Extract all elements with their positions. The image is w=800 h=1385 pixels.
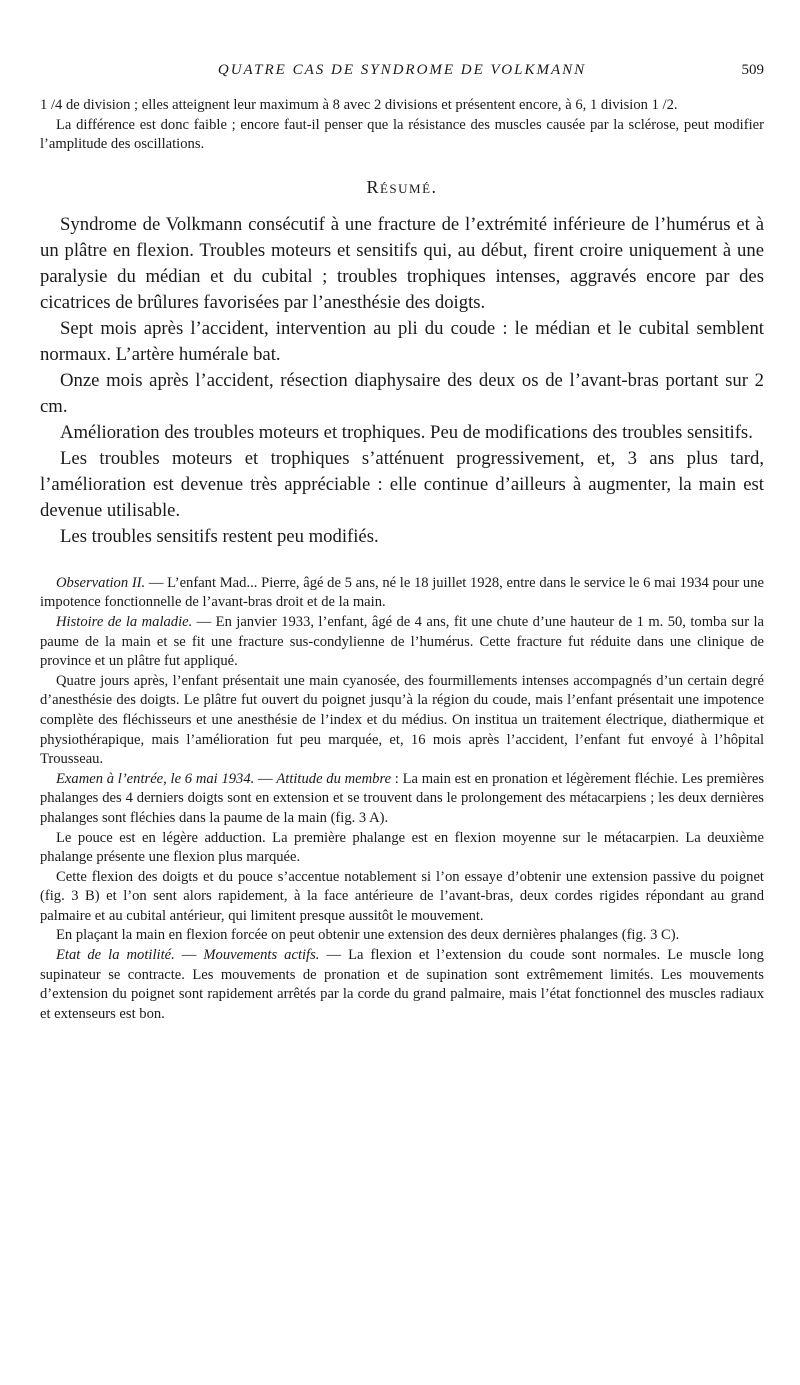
history-paragraph xyxy=(40,613,764,672)
etat-label: Etat de la motilité. xyxy=(56,947,175,964)
placant-paragraph: En plaçant la main en flexion forcée on peut obtenir une extension des deux dernières phalanges (fig. 3 C). xyxy=(56,927,680,944)
exam-text: : La main est en pronation et légèrement fléchie. Les premières phalanges des 4 derniers doigts sont en extension et se trouvent dans le prolongement des métacarpiens ; les deux dernières phalanges sont fléchies dans la paume de la main (fig. 3 A). xyxy=(40,770,764,826)
intro-section xyxy=(40,96,764,155)
resume-paragraph-1: Syndrome de Volkmann consécutif à une fracture de l’extrémité inférieure de l’humérus et à un plâtre en flexion. Troubles moteurs et sensitifs qui, au début, firent croire uniquement à une paralysie du médian et du cubital ; troubles trophiques intenses, aggravés encore par des cicatrices de brûlures favorisées par l’anesthésie des doigts. xyxy=(40,213,764,313)
quatre-jours-paragraph: Quatre jours après, l’enfant présentait une main cyanosée, des fourmillements intenses accompagnés d’un certain degré d’anesthésie des doigts. Le plâtre fut ouvert du poignet jusqu’à la région du coude, mais l’enfant présentait une impotence complète des fléchisseurs et une anesthésie de l’index et du médius. On institua un traitement électrique, diathermique et physiothérapique, mais l’amélioration fut peu marquée, et, 16 mois après l’accident, l’enfant fut envoyé à l’hôpital Trousseau. xyxy=(40,672,764,768)
observation-label: Observation II. xyxy=(56,574,146,591)
observation-paragraph xyxy=(40,574,764,613)
resume-paragraph-2: Sept mois après l’accident, intervention au pli du coude : le médian et le cubital semblent normaux. L’artère humérale bat. xyxy=(40,317,764,365)
resume-paragraph-3: Onze mois après l’accident, résection diaphysaire des deux os de l’avant-bras portant sur 2 cm. xyxy=(40,369,764,417)
observation-text: — L’enfant Mad... Pierre, âgé de 5 ans, né le 18 juillet 1928, entre dans le service le 6 mai 1934 pour une impotence fonctionnelle de l’avant-bras droit et de la main. xyxy=(40,574,765,611)
intro-paragraph-1: 1 /4 de division ; elles atteignent leur maximum à 8 avec 2 divisions et présentent encore, à 6, 1 division 1 /2. xyxy=(40,97,678,113)
intro-paragraph-2: La différence est donc faible ; encore faut-il penser que la résistance des muscles causée par la sclérose, peut modifier l’amplitude des oscillations. xyxy=(40,116,764,153)
resume-paragraph-6: Les troubles sensitifs restent peu modifiés. xyxy=(60,525,379,547)
resume-heading: Résumé. xyxy=(366,176,438,197)
resume-section xyxy=(40,212,764,550)
etat-text: — La flexion et l’extension du coude sont normales. Le muscle long supinateur se contracte. Les mouvements de pronation et de supination sont extrêmement limités. Les mouvements d’extension du poignet sont rapidement arrêtés par la corde du grand palmaire, mais l’état fonctionnel des muscles radiaux et extenseurs est bon. xyxy=(40,947,764,1022)
exam-separator: — xyxy=(254,770,277,787)
observation-section xyxy=(40,574,764,1025)
pouce-paragraph: Le pouce est en légère adduction. La première phalange est en flexion moyenne sur le métacarpien. La deuxième phalange présente une flexion plus marquée. xyxy=(40,829,764,866)
etat-paragraph xyxy=(40,946,764,1024)
history-label: Histoire de la maladie. xyxy=(56,613,193,630)
exam-paragraph xyxy=(40,770,764,829)
page-number: 509 xyxy=(741,62,764,78)
running-title: QUATRE CAS DE SYNDROME DE VOLKMANN xyxy=(217,62,587,78)
attitude-label: Attitude du membre xyxy=(276,770,392,787)
etat-separator: — xyxy=(174,947,204,964)
resume-paragraph-5: Les troubles moteurs et trophiques s’atténuent progressivement, et, 3 ans plus tard, l’amélioration est devenue très appréciable : elle continue d’ailleurs à augmenter, la main est devenue utilisable. xyxy=(40,447,764,521)
history-text: — En janvier 1933, l’enfant, âgé de 4 ans, fit une chute d’une hauteur de 1 m. 50, tomba sur la paume de la main et se fit une fracture sus-condylienne de l’humérus. Cette fracture fut réduite dans une clinique de province et un plâtre fut appliqué. xyxy=(40,613,764,670)
cette-flexion-paragraph: Cette flexion des doigts et du pouce s’accentue notablement si l’on essaye d’obtenir une extension passive du poignet (fig. 3 B) et l’on sent alors rapidement, à la face antérieure de l’avant-bras, deux cordes rigides répondant au grand palmaire et au cubital antérieur, qui limitent presque aussitôt le mouvement. xyxy=(40,868,764,924)
page-header xyxy=(40,62,764,96)
mouvements-label: Mouvements actifs. xyxy=(203,947,320,964)
exam-label: Examen à l’entrée, le 6 mai 1934. xyxy=(56,770,255,787)
resume-paragraph-4: Amélioration des troubles moteurs et trophiques. Peu de modifications des troubles sensitifs. xyxy=(60,421,753,443)
